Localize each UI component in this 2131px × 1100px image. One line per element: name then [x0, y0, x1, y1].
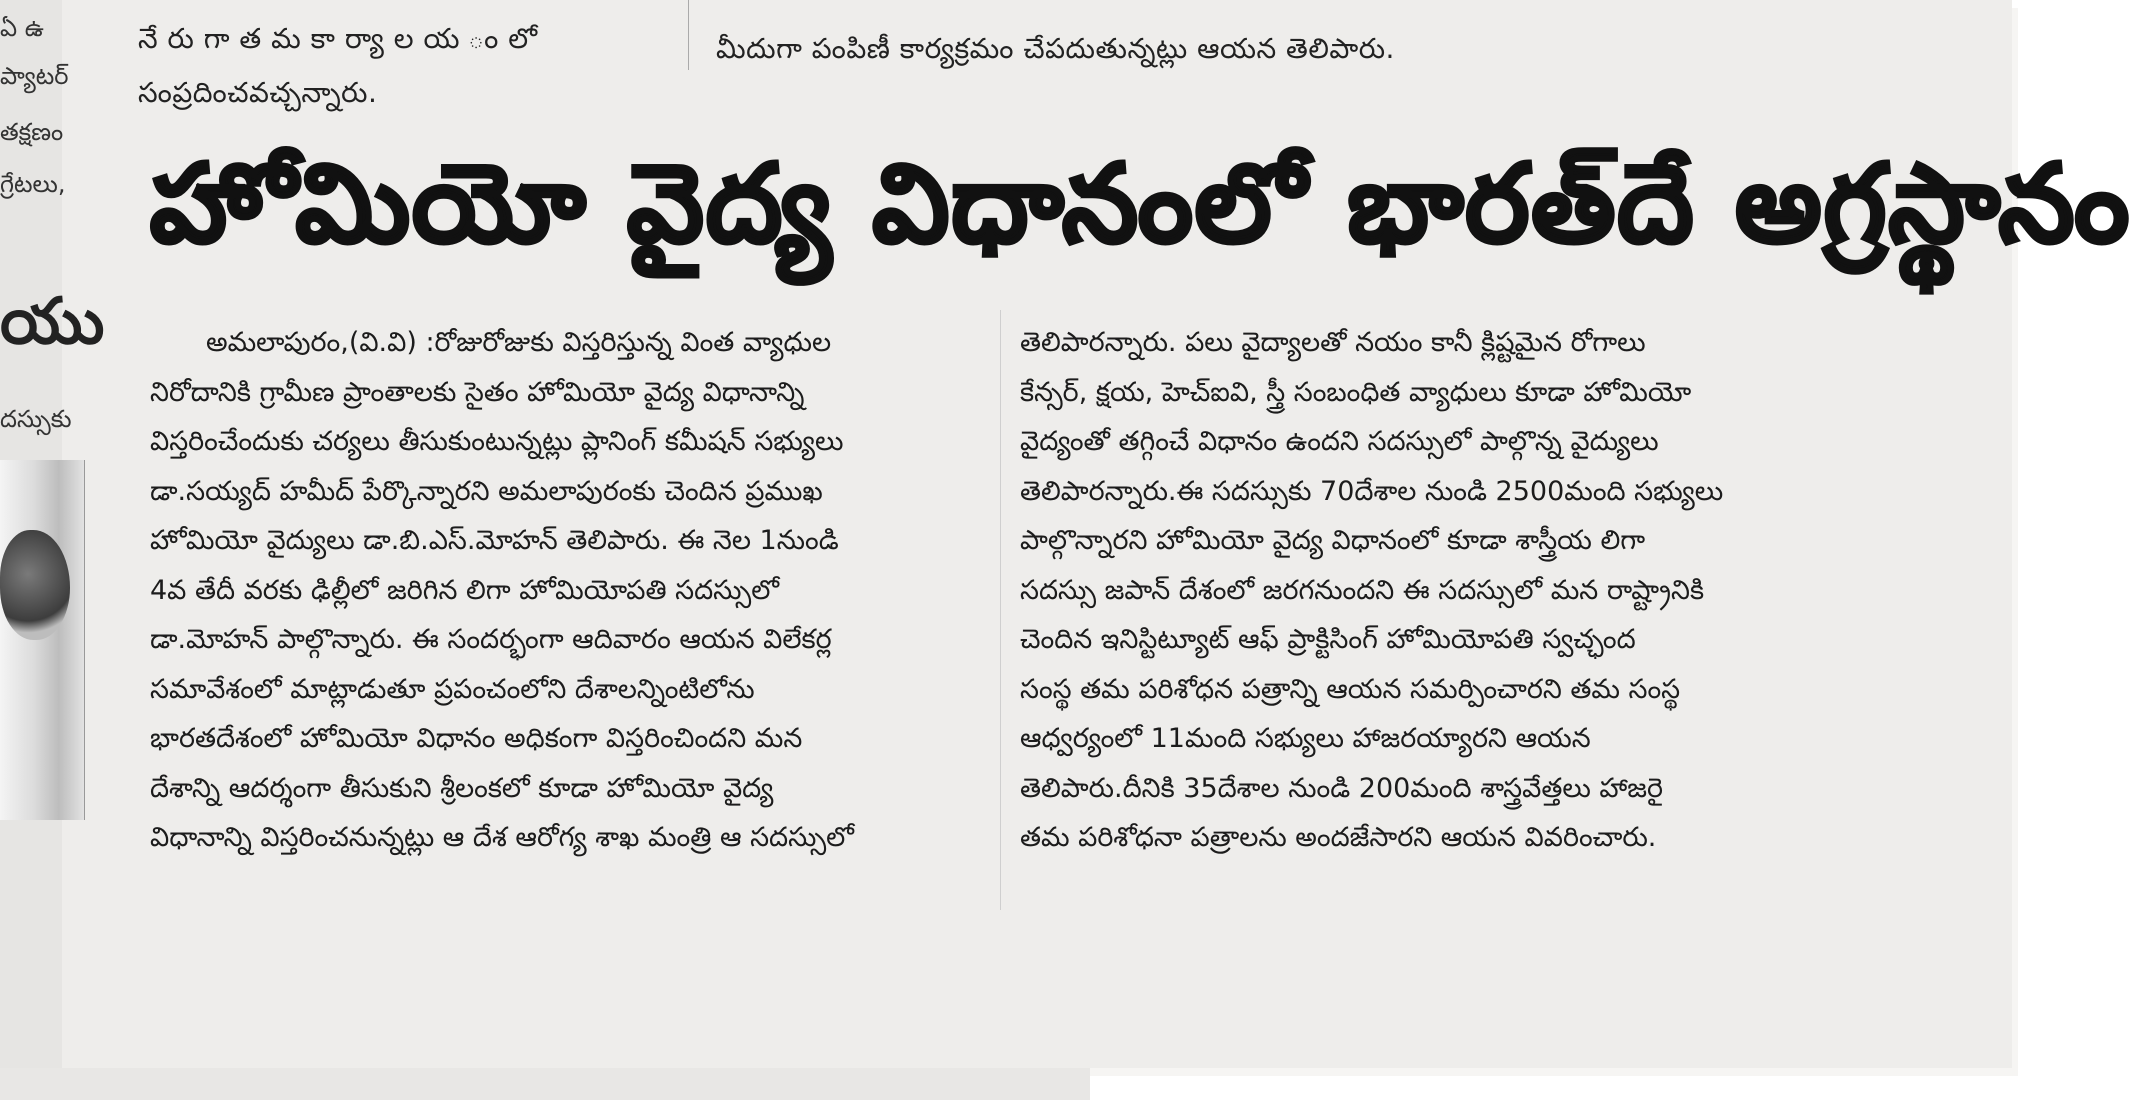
adjacent-photo: [0, 460, 85, 820]
top-left-line: సంప్రదించవచ్చన్నారు.: [138, 76, 378, 109]
edge-text-line: యు: [0, 285, 105, 359]
article-line: నిరోదానికి గ్రామీణ ప్రాంతాలకు సైతం హోమియో వైద్య విధానాన్ని: [150, 376, 805, 408]
article-line: విస్తరించేందుకు చర్యలు తీసుకుంటున్నట్లు ప్లానింగ్ కమీషన్ సభ్యులు: [150, 426, 844, 457]
article-line: డా.సయ్యద్ హమీద్ పేర్కొన్నారని అమలాపురంకు చెందిన ప్రముఖ: [150, 475, 823, 507]
article-line: విధానాన్ని విస్తరించనున్నట్లు ఆ దేశ ఆరోగ్య శాఖ మంత్రి ఆ సదస్సులో: [150, 822, 854, 853]
top-left-line: నే రు గా త మ కా ర్యా ల య ం లో: [138, 22, 538, 55]
article-line: తెలిపారన్నారు.ఈ సదస్సుకు 70దేశాల నుండి 2500మంది సభ్యులు: [1020, 475, 1724, 507]
article-line: తెలిపారన్నారు. పలు వైద్యాలతో నయం కానీ క్లిష్టమైన రోగాలు: [1020, 327, 1646, 358]
article-column-left: [150, 318, 980, 863]
edge-text-line: తక్షణం: [0, 118, 64, 146]
article-line: దేశాన్ని ఆదర్శంగా తీసుకుని శ్రీలంకలో కూడా హోమియో వైద్య: [150, 772, 774, 804]
article-line: వైద్యంతో తగ్గించే విధానం ఉందని సదస్సులో పాల్గొన్న వైద్యులు: [1020, 426, 1659, 457]
article-column-right: [1020, 318, 1830, 863]
edge-text-line: ఏ ఉ: [0, 14, 44, 42]
article-line: సమావేశంలో మాట్లాడుతూ ప్రపంచంలోని దేశాలన్నింటిలోను: [150, 673, 755, 705]
article-line: కేన్సర్, క్షయ, హెచ్ఐవి, స్త్రీ సంబంధిత వ్యాధులు కూడా హోమియో: [1020, 376, 1692, 408]
column-rule: [688, 0, 689, 70]
article-line: భారతదేశంలో హోమియో విధానం అధికంగా విస్తరించిందని మన: [150, 723, 803, 754]
article-line: పాల్గొన్నారని హోమియో వైద్య విధానంలో కూడా శాస్త్రీయ లిగా: [1020, 525, 1646, 556]
top-right-line: మీదుగా పంపిణీ కార్యక్రమం చేపదుతున్నట్లు ఆయన తెలిపారు.: [716, 32, 1395, 65]
article-line: తెలిపారు.దీనికి 35దేశాల నుండి 200మంది శాస్త్రవేత్తలు హాజరై: [1020, 772, 1664, 804]
edge-text-line: ప్యాటర్: [0, 62, 69, 90]
article-line: 4వ తేదీ వరకు ఢిల్లీలో జరిగిన లిగా హోమియోపతి సదస్సులో: [150, 574, 780, 606]
article-line: తమ పరిశోధనా పత్రాలను అందజేసారని ఆయన వివరించారు.: [1020, 822, 1657, 853]
edge-text-line: దస్సుకు: [0, 405, 72, 433]
article-line: చెందిన ఇనిస్టిట్యూట్ ఆఫ్ ప్రాక్టిసింగ్ హోమియోపతి స్వచ్ఛంద: [1020, 624, 1636, 655]
article-line: హోమియో వైద్యులు డా.బి.ఎస్.మోహన్ తెలిపారు. ఈ నెల 1నుండి: [150, 525, 839, 556]
article-line: అమలాపురం,(వి.వి) :రోజురోజుకు విస్తరిస్తున్న వింత వ్యాధుల: [206, 327, 832, 358]
paper-bottom-strip: [0, 1068, 1090, 1100]
article-line: ఆధ్వర్యంలో 11మంది సభ్యులు హాజరయ్యారని ఆయన: [1020, 723, 1591, 754]
edge-text-line: గ్రేటలు,: [0, 170, 66, 198]
article-line: సంస్థ తమ పరిశోధన పత్రాన్ని ఆయన సమర్పించారని తమ సంస్థ: [1020, 673, 1681, 705]
headline: హోమియో వైద్య విధానంలో భారత్‌దే అగ్రస్థానం: [150, 142, 2131, 267]
article-line: డా.మోహన్ పాల్గొన్నారు. ఈ సందర్భంగా ఆదివారం ఆయన విలేకర్ల: [150, 624, 832, 655]
column-divider: [1000, 310, 1001, 910]
article-line: సదస్సు జపాన్ దేశంలో జరగనుందని ఈ సదస్సులో మన రాష్ట్రానికి: [1020, 574, 1705, 606]
